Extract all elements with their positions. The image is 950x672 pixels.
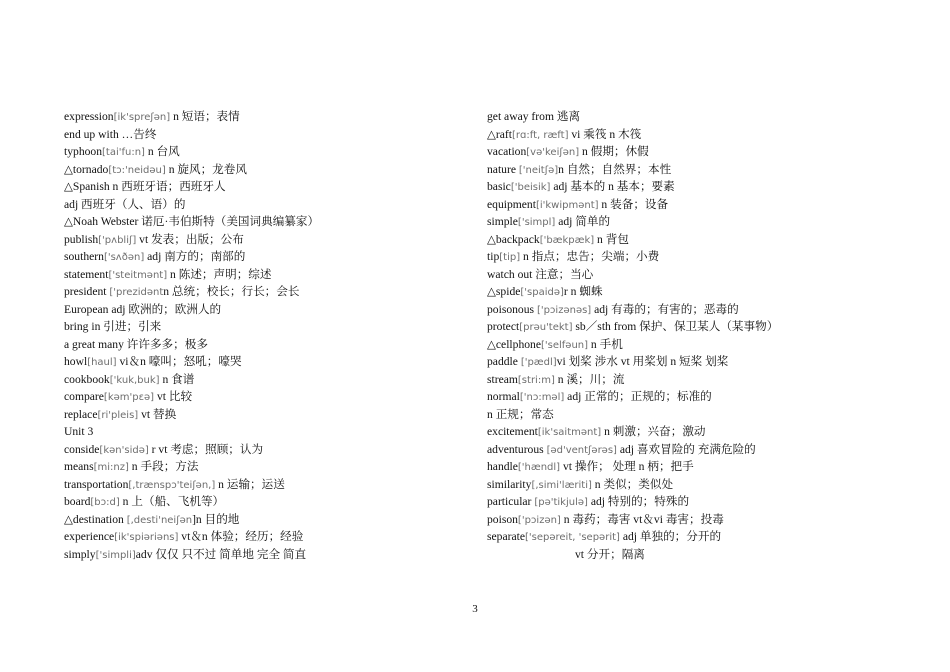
entry-definition: vt 比较 [154,390,193,403]
left-vocab-column [64,108,464,563]
entry-definition: n 毒药；毒害 vt＆vi 毒害；投毒 [560,512,724,526]
phonetic: [,trænspɔ'teiʃən,] [128,479,216,491]
entry-text: expression [64,110,114,123]
entry-text: simply [64,547,96,561]
entry-definition: adj 正常的；正规的；标准的 [564,390,712,403]
entry-text: △destination [64,512,127,526]
phonetic: ['pædl] [520,357,557,368]
entry-definition: vt 替换 [138,407,177,421]
entry-text: president [64,285,110,298]
phonetic: ['pɔizənəs] [536,304,592,316]
entry-definition: n 旋风；龙卷风 [165,162,247,176]
entry-text: means [64,460,94,473]
vocab-entry [487,353,907,371]
entry-text: southern [64,250,104,263]
vocab-entry [487,493,907,511]
right-vocab-column [487,108,907,563]
entry-definition: n 短语；表情 [170,110,240,123]
entry-text: simple [487,215,518,228]
entry-text: nature [487,162,519,176]
vocab-entry [64,318,464,336]
phonetic: [kəm'pεə] [103,392,155,403]
entry-text: vacation [487,145,527,158]
vocab-entry [64,231,464,249]
vocab-entry [487,458,907,476]
entry-text: n 正规；常态 [487,407,554,421]
vocab-entry [487,301,907,319]
vocab-entry [487,178,907,196]
vocab-entry [487,143,907,161]
vocab-entry [487,336,907,354]
entry-definition: n 假期；休假 [579,145,649,158]
entry-text: adj 西班牙（人、语）的 [64,197,186,211]
entry-definition: adj 有毒的；有害的；恶毒的 [591,302,739,316]
vocab-entry [64,458,464,476]
phonetic: [mi:nz] [93,462,129,473]
phonetic: ['steitmənt] [108,269,168,281]
phonetic: ['neitʃə] [518,164,559,176]
entry-definition: n 装备；设备 [598,197,669,211]
phonetic: [pə'tikjulə] [534,497,588,508]
phonetic: [stri:m] [517,374,555,386]
vocab-entry [487,196,907,214]
phonetic: ['bækpæk] [539,234,595,246]
vocab-entry [487,441,907,459]
vocab-entry [487,108,907,126]
vocab-entry [64,108,464,126]
entry-text: excitement [487,425,538,438]
entry-definition: n 类似；类似处 [591,477,674,491]
entry-text: European adj 欧洲的；欧洲人的 [64,302,222,316]
vocab-entry [487,266,907,284]
entry-definition: n 台风 [144,145,180,158]
entry-text: bring in 引进；引来 [64,320,162,333]
vocab-entry [64,406,464,424]
entry-definition: n 自然；自然界；本性 [558,162,672,176]
vocab-entry [64,511,464,529]
phonetic: ['selfəun] [540,339,589,351]
vocab-entry [487,161,907,179]
entry-text: cookbook [64,372,110,386]
entry-text: conside [64,442,100,456]
phonetic: ['prezidənt [109,287,164,298]
vocab-entry [487,248,907,266]
vocab-entry [64,143,464,161]
entry-definition: adj 基本的 n 基本；要素 [550,180,675,193]
phonetic: [rɑ:ft, ræft] [512,129,569,141]
entry-text: get away from 逃离 [487,110,581,123]
vocab-entry [487,371,907,389]
vocab-entry [487,126,907,144]
entry-definition: n 手机 [588,337,623,351]
vocab-entry [64,266,464,284]
entry-definition: vi＆n 嚎叫；怒吼；嚎哭 [116,355,242,368]
entry-text: watch out 注意；当心 [487,267,594,281]
entry-text: transportation [64,477,129,491]
phonetic: [,simi'læriti] [531,479,592,491]
vocab-entry [487,318,907,336]
entry-definition: n 运输；运送 [215,477,285,491]
vocab-entry [487,283,907,301]
phonetic: ['pʌbliʃ] [98,234,137,246]
phonetic: [ri'pleis] [97,409,139,421]
vocab-entry [487,546,907,564]
vocab-entry [64,371,464,389]
phonetic: [tip] [499,252,521,263]
entry-text: adventurous [487,442,547,456]
phonetic: ['simpl] [517,217,556,228]
entry-definition: vt 操作； 处理 n 柄；把手 [560,460,694,473]
entry-definition: vi 划桨 涉水 vt 用桨划 n 短桨 划桨 [556,355,729,368]
entry-definition: n 指点；忠告；尖端；小费 [520,250,660,263]
entry-definition: r n 蜘蛛 [563,285,603,298]
entry-text: protect [487,320,520,333]
entry-definition: adj 单独的；分开的 [619,530,722,543]
entry-text: similarity [487,477,532,491]
vocab-entry [64,178,464,196]
entry-text: particular [487,495,535,508]
entry-definition: r vt 考虑；照顾；认为 [148,442,264,456]
phonetic: [,desti'neiʃən [126,514,193,526]
vocab-entry [64,283,464,301]
entry-definition: adj 特别的；特殊的 [587,495,690,508]
entry-definition: adj 喜欢冒险的 充满危险的 [616,442,756,456]
entry-text: △tornado [64,162,109,176]
entry-text: Unit 3 [64,425,94,438]
entry-text: handle [487,460,518,473]
vocab-entry [487,231,907,249]
entry-text: publish [64,232,99,246]
phonetic: [ik'saitmənt] [537,427,602,438]
entry-text: normal [487,390,520,403]
vocab-entry [64,353,464,371]
entry-text: paddle [487,355,521,368]
phonetic: [və'keiʃən] [526,147,580,158]
vocab-entry [487,423,907,441]
entry-text: typhoon [64,145,103,158]
entry-text: separate [487,530,525,543]
entry-definition: adj 简单的 [555,215,611,228]
vocab-entry [64,423,464,441]
phonetic: ['beisik] [510,182,551,193]
entry-definition: n 手段；方法 [128,460,199,473]
phonetic: ['spaidə] [520,287,564,298]
entry-text: △cellphone [487,337,541,351]
entry-text: basic [487,180,511,193]
entry-text: board [64,495,91,508]
entry-definition: vt 发表；出版；公布 [136,232,244,246]
phonetic: ['kuk,buk] [109,374,160,386]
phonetic: ['sʌðən] [103,252,145,263]
phonetic: [tɔ:'neidəu] [108,164,166,176]
phonetic: [bɔ:d] [90,497,120,508]
entry-definition: n 背包 [594,232,629,246]
vocab-entry [64,213,464,231]
entry-text: tip [487,250,500,263]
entry-definition: vt＆n 体验；经历；经验 [178,530,304,543]
entry-text: poisonous [487,302,537,316]
entry-text: △Spanish n 西班牙语；西班牙人 [64,180,226,193]
vocab-entry [487,388,907,406]
phonetic: ['pɔizən] [517,514,561,526]
entry-definition: n 陈述；声明；综述 [167,267,272,281]
entry-definition: ]n 目的地 [192,512,240,526]
vocab-entry [64,126,464,144]
entry-definition: adv 仅仅 只不过 简单地 完全 简直 [135,547,307,561]
entry-text: vt 分开；隔离 [575,547,645,561]
phonetic: [əd'ventʃərəs] [546,444,617,456]
entry-text: poison [487,512,518,526]
entry-text: replace [64,407,98,421]
phonetic: [i'kwipmənt] [535,199,599,211]
entry-definition: n 上（船、飞机等） [119,495,225,508]
vocab-entry [64,528,464,546]
vocab-entry [487,213,907,231]
entry-text: a great many 许许多多；极多 [64,337,208,351]
phonetic: [tai'fu:n] [102,147,145,158]
entry-text: △raft [487,127,513,141]
phonetic: [kən'sidə] [99,444,149,456]
phonetic: ['hændl] [517,462,561,473]
phonetic: [ik'spiəriəns] [114,532,179,543]
entry-text: △Noah Webster 诺厄·韦伯斯特（美国词典编纂家） [64,215,320,228]
vocab-entry [64,301,464,319]
entry-definition: sb／sth from 保护、保卫某人（某事物） [572,320,779,333]
entry-definition: n 刺激；兴奋；激动 [601,425,706,438]
vocab-entry [64,196,464,214]
entry-text: compare [64,390,104,403]
phonetic: ['sepəreit, 'sepərit] [524,532,620,543]
vocab-entry [64,161,464,179]
entry-text: experience [64,530,115,543]
page-number: 3 [472,603,478,615]
phonetic: ['simpli] [95,549,136,561]
entry-definition: n 溪；川；流 [554,372,625,386]
entry-definition: vi 乘筏 n 木筏 [568,127,642,141]
entry-definition: n 食谱 [159,372,195,386]
entry-text: end up with …告终 [64,127,157,141]
phonetic: [haul] [87,357,117,368]
entry-text: stream [487,372,518,386]
entry-text: equipment [487,197,536,211]
vocab-entry [64,388,464,406]
vocab-entry [487,528,907,546]
vocab-entry [487,511,907,529]
entry-definition: adj 南方的；南部的 [144,250,246,263]
vocab-entry [64,476,464,494]
vocab-entry [64,546,464,564]
vocab-entry [64,248,464,266]
phonetic: ['nɔ:məl] [519,392,565,403]
vocab-entry [64,336,464,354]
entry-definition: n 总统；校长；行长；会长 [163,285,300,298]
vocab-entry [64,493,464,511]
entry-text: △backpack [487,232,540,246]
phonetic: [prəu'tekt] [519,322,573,333]
entry-text: statement [64,267,109,281]
entry-text: △spide [487,285,521,298]
vocab-entry [487,406,907,424]
phonetic: [ik'spreʃən] [113,112,171,123]
vocab-entry [487,476,907,494]
vocab-entry [64,441,464,459]
entry-text: howl [64,355,88,368]
